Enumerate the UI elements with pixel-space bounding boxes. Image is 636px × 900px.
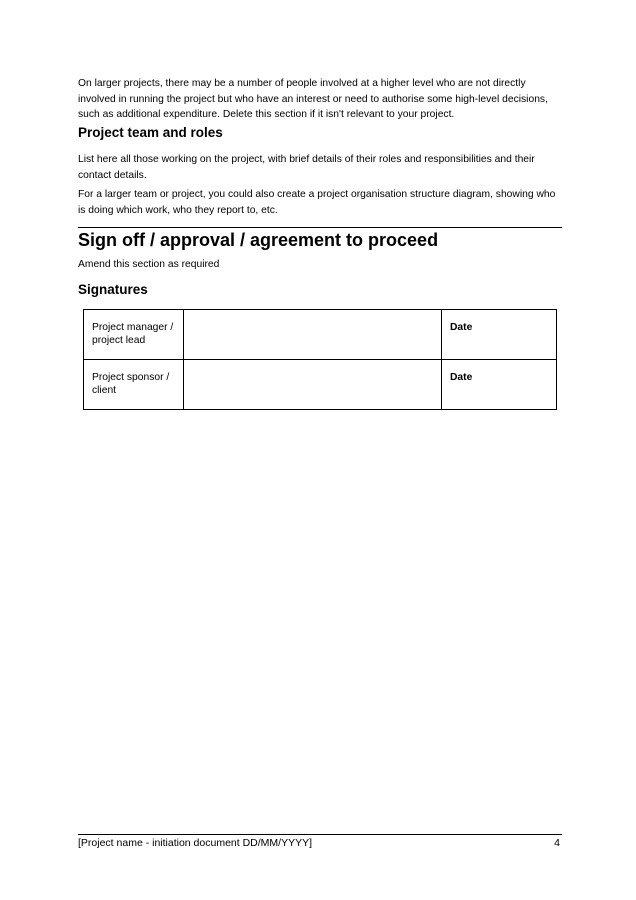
signature-field[interactable] <box>184 310 442 360</box>
document-page <box>78 0 562 900</box>
footer-document-label: [Project name - initiation document DD/MM/YYYY] <box>78 837 313 849</box>
team-roles-heading: Project team and roles <box>78 125 223 140</box>
date-field[interactable]: Date <box>442 310 557 360</box>
role-cell: Project manager / project lead <box>84 310 184 360</box>
team-roles-paragraph: List here all those working on the project, with brief details of their roles and responsibilities and their contact details. <box>78 154 535 181</box>
footer-divider <box>78 834 562 835</box>
signoff-heading: Sign off / approval / agreement to proceed <box>78 230 439 250</box>
intro-paragraph: On larger projects, there may be a number of people involved at a higher level who are not directly involved in running the project but who have an interest or need to authorise some high-level decisions, such as additional expenditure. Delete this section if it isn't relevant to your project. <box>78 78 548 120</box>
signatures-heading: Signatures <box>78 282 148 297</box>
table-row <box>84 360 557 410</box>
team-structure-paragraph: For a larger team or project, you could also create a project organisation structure diagram, showing who is doing which work, who they report to, etc. <box>78 189 556 216</box>
signature-field[interactable] <box>184 360 442 410</box>
signatures-table <box>83 309 557 410</box>
date-field[interactable]: Date <box>442 360 557 410</box>
page-number: 4 <box>554 837 560 849</box>
role-cell: Project sponsor / client <box>84 360 184 410</box>
signoff-note: Amend this section as required <box>78 259 220 270</box>
table-row <box>84 310 557 360</box>
section-divider <box>78 227 562 228</box>
